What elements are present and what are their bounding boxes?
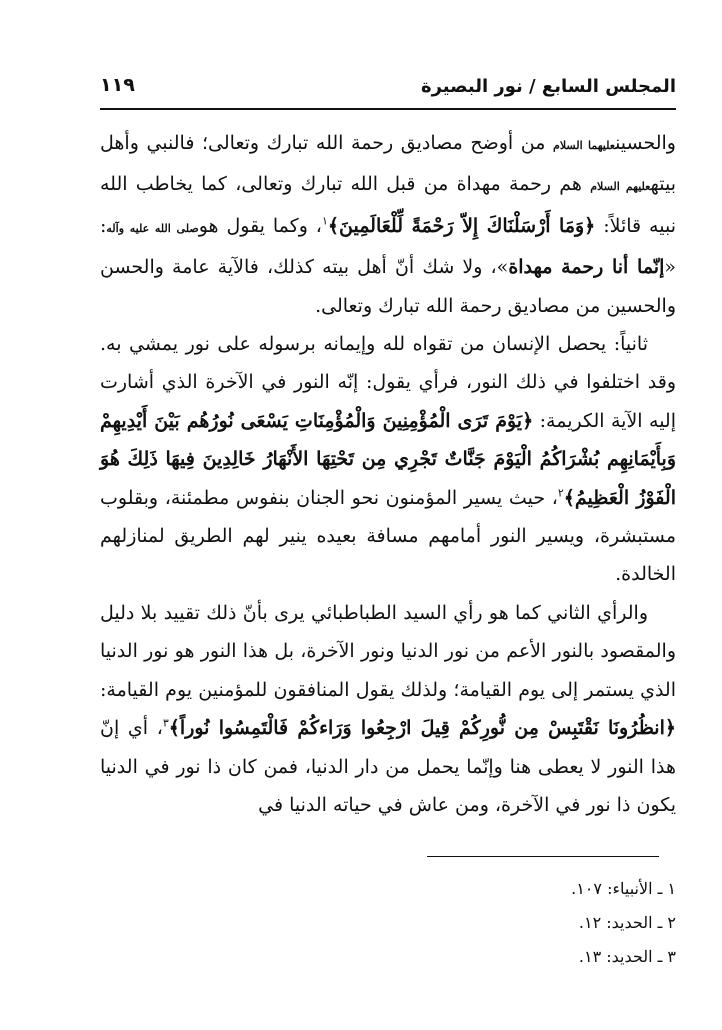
text-span: : « — [100, 214, 676, 279]
text-span: ، أي إنّ هذا النور لا يعطى هنا وإنّما يحمل من دار الدنيا، فمن كان ذا نور في الدنيا يكون ذا نور في الآخرة، ومن عاش في حياته الدنيا في — [100, 717, 676, 816]
honorific-glyph: عليهما السلام — [553, 139, 616, 152]
footnote-3: ٣ ـ الحديد: ١٣. — [578, 947, 676, 966]
footnote-ref: ١ — [321, 214, 328, 228]
header-divider — [100, 108, 676, 110]
footnote-divider — [427, 856, 659, 857]
page-number: ١١٩ — [100, 74, 135, 96]
text-span: ثانياً: يحصل الإنسان من تقواه لله وإيمانه برسوله على نور يمشي به. وقد اختلفوا في ذلك النور، فرأي يقول: إنّه النور في الآخرة الذي أشارت إليه الآية الكريمة: — [100, 333, 677, 432]
text-span: من أوضح مصاديق رحمة الله تبارك وتعالى؛ فالنبي وأهل بيته — [100, 132, 676, 196]
footnote-1: ١ ـ الأنبياء: ١٠٧. — [571, 879, 676, 898]
footnotes — [100, 872, 676, 974]
text-span: هم رحمة مهداة من قبل الله تبارك وتعالى، كما يخاطب الله نبيه قائلاً: — [100, 173, 676, 237]
paragraph-2 — [100, 325, 676, 594]
paragraph-3 — [100, 594, 676, 824]
text-span: ، وكما يقول هو — [198, 214, 322, 237]
text-span: والحسين — [615, 132, 676, 154]
honorific-glyph: عليهم السلام — [590, 180, 651, 194]
running-title: المجلس السابع / نور البصيرة — [420, 76, 676, 97]
quran-verse: ﴿انظُرُونَا نَقْتَبِسْ مِن نُّورِكُمْ قِيلَ ارْجِعُوا وَرَاءكُمْ فَالْتَمِسُوا نُوراً﴾ — [168, 717, 677, 740]
page-header — [100, 72, 676, 106]
text-span: »، ولا شك أنّ أهل بيته كذلك، فالآية عامة والحسن والحسين من مصاديق رحمة الله تبارك وتعالى. — [100, 256, 676, 317]
honorific-glyph: صلى الله عليه وآله — [106, 221, 199, 235]
quran-verse: ﴿وَمَا أَرْسَلْنَاكَ إِلاّ رَحْمَةً لِّلْعَالَمِينَ﴾ — [327, 214, 596, 237]
main-text — [100, 124, 676, 824]
footnote-ref: ٣ — [162, 716, 169, 730]
text-span: ، حيث يسير المؤمنون نحو الجنان بنفوس مطمئنة، وبقلوب مستبشرة، ويسير النور أمامهم مسافة بعيده ينير لهم الطريق لمنازلهم الخالدة. — [100, 486, 676, 586]
hadith-quote: إنّما أنا رحمة مهداة — [508, 256, 665, 279]
footnote-2: ٢ ـ الحديد: ١٢. — [578, 913, 676, 932]
paragraph-1 — [100, 124, 676, 325]
text-span: والرأي الثاني كما هو رأي السيد الطباطبائي يرى بأنّ ذلك تقييد بلا دليل والمقصود بالنور الأعم من نور الدنيا ونور الآخرة، بل هذا النور هو نور الدنيا الذي يستمر إلى يوم القيامة؛ ولذلك يقول المنافقون للمؤمنين يوم القيامة: — [100, 601, 676, 701]
quran-verse: ﴿يَوْمَ تَرَى الْمُؤْمِنِينَ وَالْمُؤْمِنَاتِ يَسْعَى نُورُهُم بَيْنَ أَيْدِيهِمْ وَبِأَيْمَانِهِم بُشْرَاكُمُ الْيَوْمَ جَنَّاتٌ تَجْرِي مِن تَحْتِهَا الأَنْهَارُ خَالِدِينَ فِيهَا ذَلِكَ هُوَ الْفَوْزُ الْعَظِيمُ﴾ — [100, 409, 676, 509]
footnote-ref: ٢ — [557, 486, 564, 500]
